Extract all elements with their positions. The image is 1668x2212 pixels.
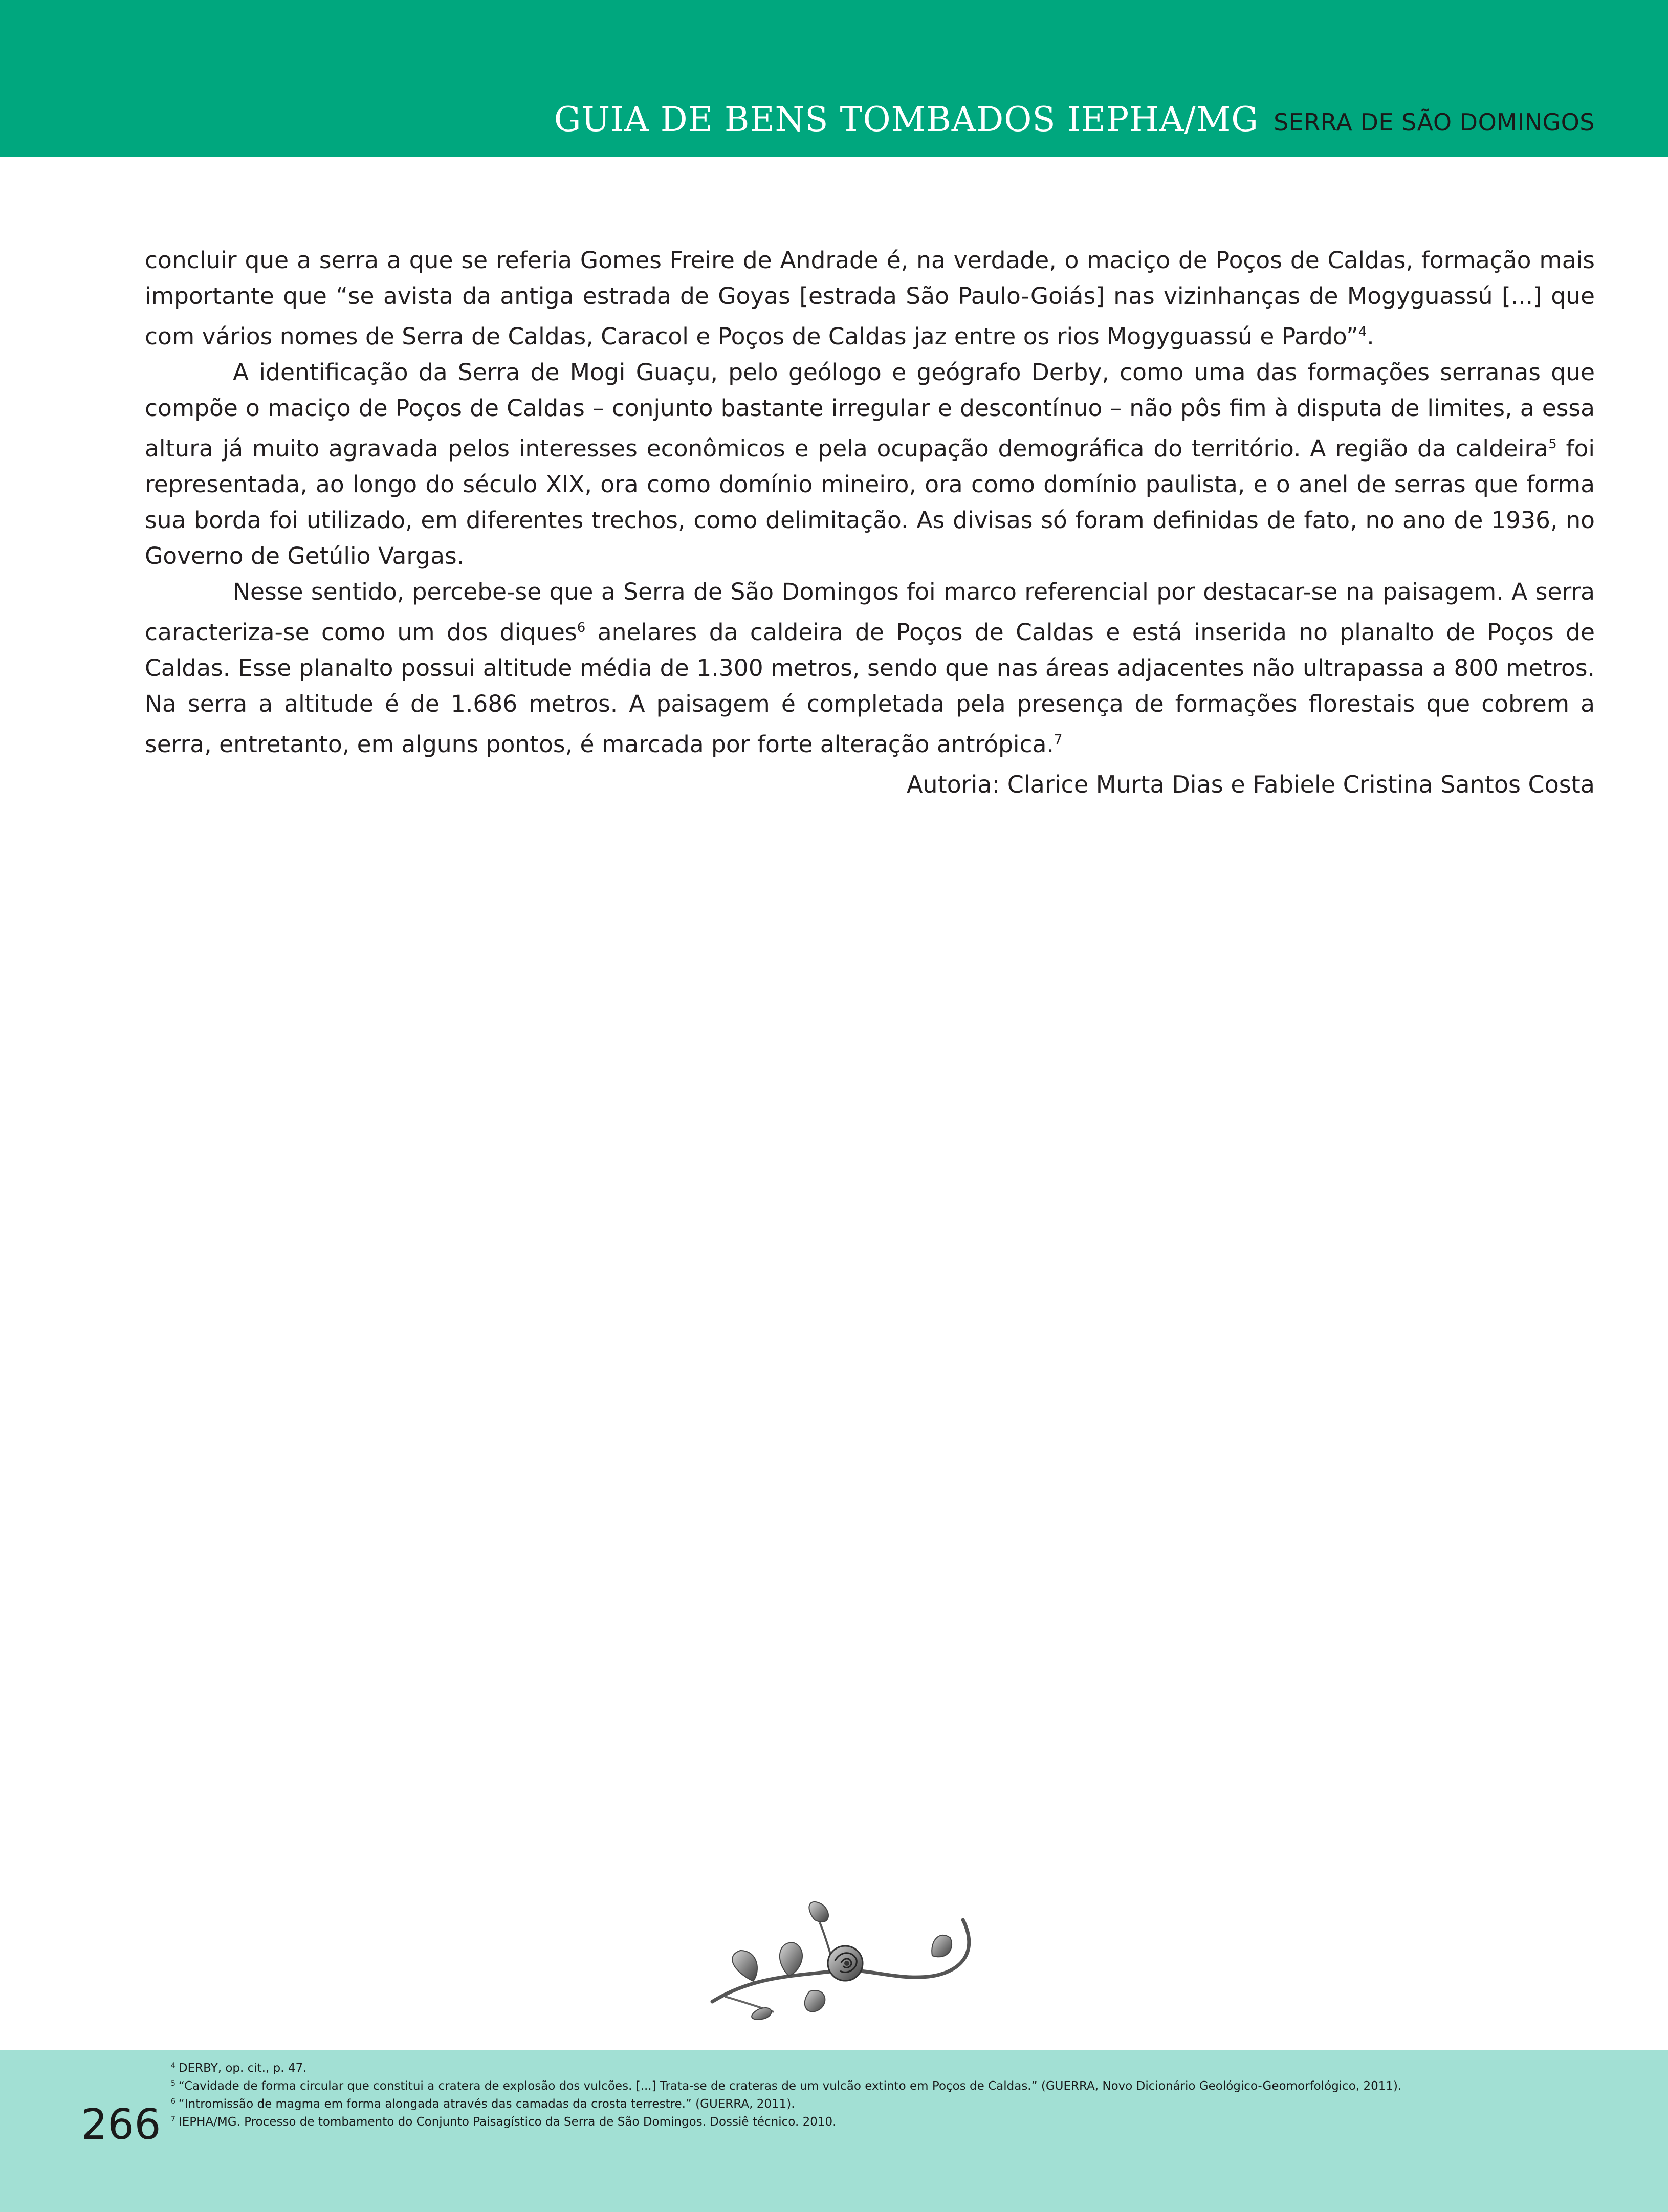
footnote-ref-4: 4 <box>1358 324 1367 340</box>
paragraph-2 <box>145 355 1595 574</box>
page-number: 266 <box>81 2100 161 2149</box>
footnote-number: 4 <box>171 2062 175 2070</box>
footnote-text: DERBY, op. cit., p. 47. <box>178 2062 307 2075</box>
footnote-number: 6 <box>171 2097 175 2106</box>
footnote-ref-5: 5 <box>1548 436 1557 452</box>
paragraph-1-text: concluir que a serra a que se referia Gomes Freire de Andrade é, na verdade, o maciço de Poços de Caldas, formação mais importante que “se avista da antiga estrada de Goyas [estrada São Paulo-Goiás] nas vizinhanças de Mogyguassú [...] que com vários nomes de Serra de Caldas, Caracol e Poços de Caldas jaz entre os rios Mogyguassú e Pardo” <box>145 247 1595 351</box>
footnote-6 <box>171 2094 1604 2112</box>
footnote-7 <box>171 2112 1604 2130</box>
footnote-number: 7 <box>171 2115 175 2123</box>
footnote-text: “Intromissão de magma em forma alongada através das camadas da crosta terrestre.” (GUERRA, 2011). <box>178 2097 795 2111</box>
footnote-5 <box>171 2076 1604 2094</box>
footnote-text: IEPHA/MG. Processo de tombamento do Conjunto Paisagístico da Serra de São Domingos. Dossiê técnico. 2010. <box>178 2115 837 2129</box>
paragraph-3 <box>145 574 1595 762</box>
section-title: SERRA DE SÃO DOMINGOS <box>1274 108 1595 136</box>
paragraph-1 <box>145 243 1595 355</box>
paragraph-3-text-b: anelares da caldeira de Poços de Caldas e está inserida no planalto de Poços de Caldas. Esse planalto possui altitude média de 1.300 metros, sendo que nas áreas adjacentes não ultrapassa a 800 metros. Na serra a altitude é de 1.686 metros. A paisagem é completada pela presença de formações florestais que cobrem a serra, entretanto, em alguns pontos, é marcada por forte alteração antrópica. <box>145 619 1595 758</box>
paragraph-2-text-a: A identificação da Serra de Mogi Guaçu, pelo geólogo e geógrafo Derby, como uma das formações serranas que compõe o maciço de Poços de Caldas – conjunto bastante irregular e descontínuo – não pôs fim à disputa de limites, a essa altura já muito agravada pelos interesses econômicos e pela ocupação demográfica do território. A região da caldeira <box>145 359 1595 463</box>
footnote-ref-7: 7 <box>1054 732 1063 748</box>
guide-title: GUIA DE BENS TOMBADOS IEPHA/MG <box>554 100 1259 139</box>
paragraph-1-tail: . <box>1367 323 1374 351</box>
rose-ornament-icon <box>676 1899 994 2022</box>
header-band <box>0 0 1668 157</box>
footnote-text: “Cavidade de forma circular que constitui a cratera de explosão dos vulcões. [...] Trata-se de crateras de um vulcão extinto em Poços de Caldas.” (GUERRA, Novo Dicionário Geológico-Geomorfológico, 2011). <box>178 2079 1402 2093</box>
footnotes <box>171 2058 1604 2130</box>
paragraph-3-text-a: Nesse sentido, percebe-se que a Serra de São Domingos foi marco referencial por destacar-se na paisagem. A serra caracteriza-se como um dos diques <box>145 578 1595 646</box>
footnote-ref-6: 6 <box>577 620 586 636</box>
paragraph-2-text-b: foi representada, ao longo do século XIX, ora como domínio mineiro, ora como domínio paulista, e o anel de serras que forma sua borda foi utilizado, em diferentes trechos, como delimitação. As divisas só foram definidas de fato, no ano de 1936, no Governo de Getúlio Vargas. <box>145 435 1595 570</box>
main-text <box>145 243 1595 763</box>
footnote-4 <box>171 2058 1604 2076</box>
authorship-line: Autoria: Clarice Murta Dias e Fabiele Cristina Santos Costa <box>906 771 1595 798</box>
footnote-number: 5 <box>171 2079 175 2088</box>
